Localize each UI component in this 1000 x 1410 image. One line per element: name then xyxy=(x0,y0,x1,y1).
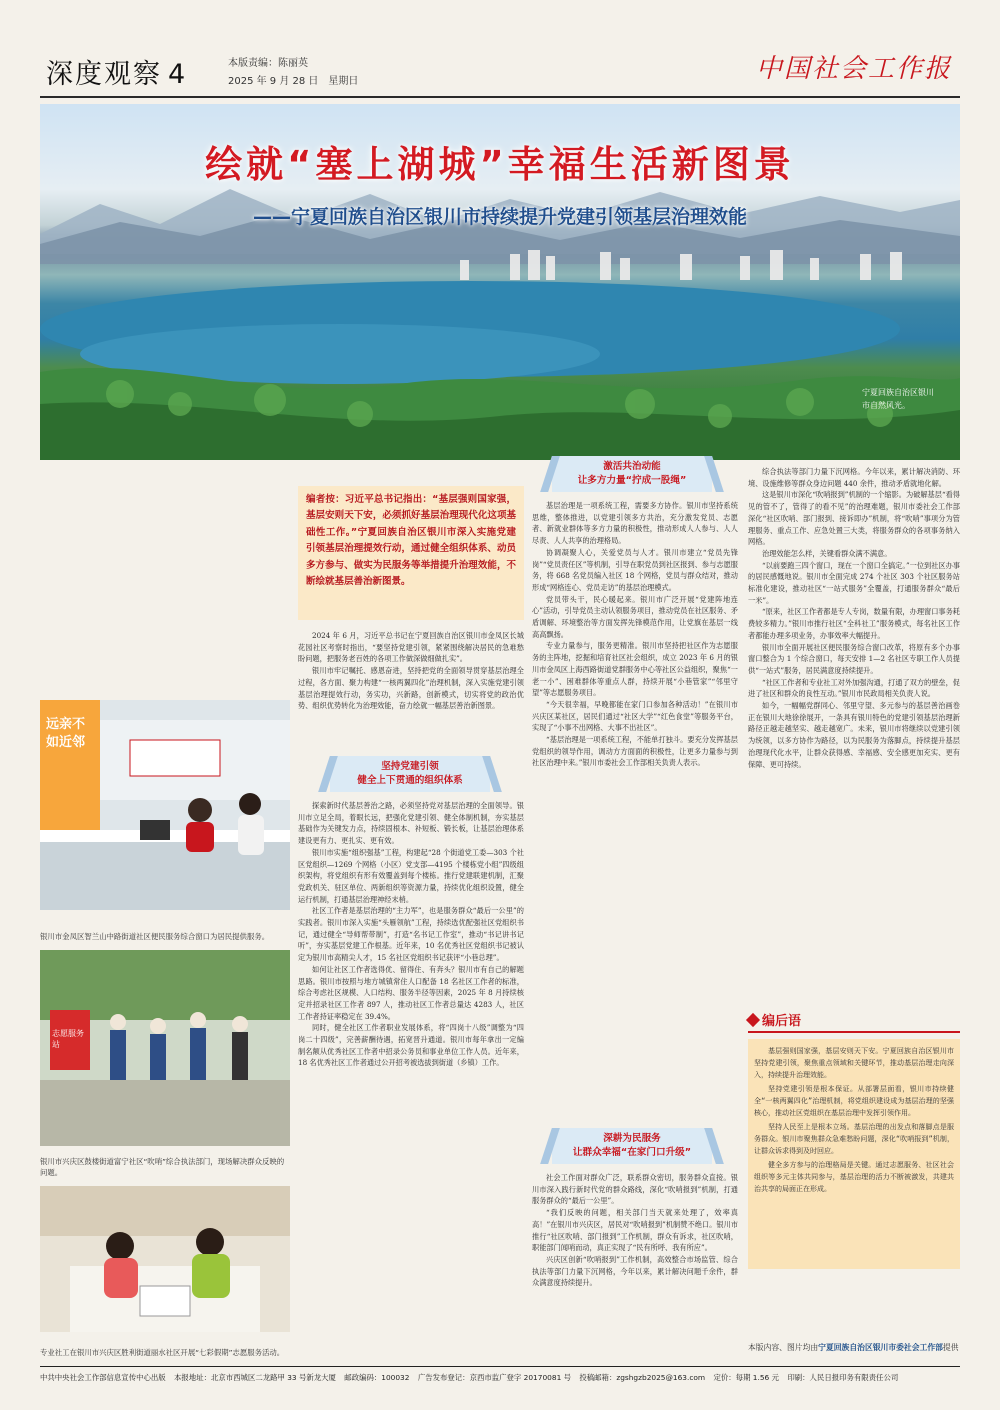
footer-printer: 印刷：人民日报印务有限责任公司 xyxy=(787,1373,899,1382)
column-co-governance xyxy=(532,500,738,950)
lead-box xyxy=(298,486,524,620)
footer-email: 投稿邮箱：zgshgzb2025@163.com xyxy=(579,1373,706,1382)
banner-line: 让群众幸福“在家门口升级” xyxy=(572,1147,692,1158)
diamond-icon xyxy=(746,1013,760,1027)
photo-service-window xyxy=(40,700,290,942)
lead-text: 编者按：习近平总书记指出：“基层强则国家强，基层安则天下安，必须抓好基层治理现代化这项基础性工作。”宁夏回族自治区银川市深入实施党建引领基层治理提效行动，通过健全组织体系、动员多方参与、做实为民服务等举措提升治理效能，不断绘就基层善治新图景。 xyxy=(306,494,516,588)
credit-org: 宁夏回族自治区银川市委社会工作部 xyxy=(818,1343,943,1352)
hero-caption: 宁夏回族自治区银川市自然风光。 xyxy=(862,388,934,410)
footer-postcode: 邮政编码：100032 xyxy=(344,1373,410,1382)
photo-credit xyxy=(748,1342,960,1354)
paragraph: 基层强则国家强，基层安则天下安。宁夏回族自治区银川市坚持党建引领，聚焦重点领域和关键环节，推动基层治理走向深入，持续提升治理效能。 xyxy=(754,1047,954,1079)
afterword xyxy=(748,1010,960,1210)
paragraph: “原来，社区工作者都是专人专岗，数量有限，办理窗口事务耗费较多精力。”银川市推行社区“全科社工”服务模式，每名社区工作者都能办理多项业务，办事效率大幅提升。 xyxy=(748,607,960,640)
paragraph: “我们反映的问题，相关部门当天就来处理了，效率真高！”在银川市兴庆区，居民对“吹哨报到”机制赞不绝口。银川市推行“社区吹哨、部门报到”工作机制，群众有诉求，社区吹哨，职能部门闻哨而动，真正实现了“民有所呼、我有所应”。 xyxy=(532,1208,738,1253)
photo-social-workers xyxy=(40,1186,290,1358)
photo-whistle-response xyxy=(40,950,290,1178)
paragraph: 探索新时代基层善治之路，必须坚持党对基层治理的全面领导。银川市立足全局，着眼长远，把强化党建引领、健全体制机制，夯实基层基础作为关键发力点，持续固根本、补短板、锻长板，让基层治理体系建设更有力、更扎实、更有效。 xyxy=(298,801,524,846)
column-organization xyxy=(298,800,524,1300)
footer-price: 定价：每期 1.56 元 xyxy=(713,1373,779,1382)
paragraph: 2024 年 6 月，习近平总书记在宁夏回族自治区银川市金凤区长城花园社区考察时指出，“要坚持党建引领，紧紧围绕解决居民的急难愁盼问题，把服务老百姓的各项工作做深做细做扎实”。 xyxy=(298,631,524,664)
credit-suffix: 提供 xyxy=(942,1343,959,1352)
section-banner-1 xyxy=(330,756,490,792)
paragraph: 综合执法等部门力量下沉网格。今年以来，累计解决消防、环境、设施维修等群众身边问题 440 余件，推动矛盾就地化解。 xyxy=(748,467,960,488)
banner-line: 坚持党建引领 xyxy=(381,761,439,772)
column-conclusion xyxy=(748,466,960,1000)
issue-date: 2025 年 9 月 28 日 星期日 xyxy=(228,76,359,87)
main-headline: 绘就“塞上湖城”幸福生活新图景 xyxy=(205,143,795,186)
paragraph: 如今，一幅幅党群同心、邻里守望、多元参与的基层善治画卷正在银川大地徐徐展开，一条具有银川特色的党建引领基层治理新路径正越走越坚实、越走越宽广。未来，银川市将继续以党建引领为统领，以多方协作为路径，以为民服务为落脚点，持续提升基层治理现代化水平，让群众获得感、幸福感、安全感更加充实、更有保障、更可持续。 xyxy=(748,701,960,769)
section-name: 深度观察 xyxy=(46,59,162,90)
paragraph: “基层治理是一项系统工程，不能单打独斗。要充分发挥基层党组织的领导作用，调动方方面面的积极性，让更多力量参与到社区治理中来。”银川市委社会工作部相关负责人表示。 xyxy=(532,735,738,768)
paragraph: 专业力量参与，服务更精准。银川市坚持把社区作为志愿服务的主阵地，挖掘和培育社区社会组织，成立 2023 年 6 月的银川市金凤区上海西路街道党群服务中心等社区公益组织，聚焦“一老一小”、困难群体等重点人群，持续开展“小巷管家”“邻里守望”等志愿服务项目。 xyxy=(532,641,738,698)
photo-caption: 专业社工在银川市兴庆区胜利街道丽水社区开展“七彩假期”志愿服务活动。 xyxy=(40,1344,290,1358)
column-public-service xyxy=(532,1172,738,1358)
footer-license: 广告发布登记：京西市监广登字 20170081 号 xyxy=(417,1373,572,1382)
paragraph: 健全多方参与的治理格局是关键。通过志愿服务、社区社会组织等多元主体共同参与，基层治理的活力不断被激发，共建共治共享的局面正在形成。 xyxy=(754,1161,954,1193)
section-title xyxy=(46,52,187,91)
credit-text: 本版内容、图片均由 xyxy=(748,1343,819,1352)
afterword-title: 编后语 xyxy=(762,1014,802,1029)
photo-sign: 远亲不如近邻 xyxy=(46,717,86,750)
paragraph: 社会工作面对群众广泛，联系群众密切，服务群众直接。银川市深入践行新时代党的群众路线，深化“吹哨报到”机制，打通服务群众的“最后一公里”。 xyxy=(532,1173,738,1206)
sub-headline: ——宁夏回族自治区银川市持续提升党建引领基层治理效能 xyxy=(252,206,747,228)
masthead xyxy=(40,40,960,98)
paragraph: “今天很幸福，早晚都能在家门口参加各种活动！”在银川市兴庆区某社区，居民们通过“社区大学”“红色食堂”等服务平台，实现了“小事不出网格、大事不出社区”。 xyxy=(532,699,738,733)
paragraph: 社区工作者是基层治理的“主力军”，也是服务群众“最后一公里”的实践者。银川市深入实施“头雁领航”工程，持续选优配强社区党组织书记，通过健全“导师帮带制”，打造“名书记工作室”，推动“书记讲书记听”，夯实基层党建工作根基。近年来，10 名优秀社区党组织书记被认定为银川市高精尖人才，15 名社区党组织书记获评“小巷总理”。 xyxy=(298,906,524,963)
paragraph: 银川市牢记嘱托、感恩奋进，坚持把党的全面领导贯穿基层治理全过程，各方面、聚力构建“一核两翼四化”治理机制，深入实施党建引领基层治理提效行动，务实功，兴新路，创新模式，切实将党的政治优势、组织优势转化为治理效能，奋力绘就一幅基层善治新图景。 xyxy=(298,666,524,711)
section-banner-2 xyxy=(552,456,712,492)
paragraph: 同时，健全社区工作者职业发展体系，将“四岗十八级”调整为“四岗二十四级”，完善薪酬待遇，拓宽晋升通道。银川市每年拿出一定编制名额从优秀社区工作者中招录公务员和事业单位工作人员。近年来，18 名优秀社区工作者通过公开招考被选拔到街道（乡镇）工作。 xyxy=(298,1023,524,1068)
editor-line: 本版责编：陈丽英 xyxy=(228,58,308,69)
page-footer xyxy=(40,1366,960,1383)
banner-line: 激活共治动能 xyxy=(603,461,661,472)
column-intro xyxy=(298,630,524,750)
paragraph: “社区工作者和专业社工对外加强沟通，打通了双方的壁垒，促进了社区和群众的良性互动。”银川市民政局相关负责人说。 xyxy=(748,677,960,699)
paragraph: 党员带头干，民心暖起来。银川市广泛开展“党建阵地连心”活动，引导党员主动认领服务项目，推动党员在社区服务、矛盾调解、环境整治等方面发挥先锋模范作用，让党旗在基层一线高高飘扬。 xyxy=(532,594,738,639)
page-number: 4 xyxy=(168,59,188,90)
banner-line: 让多方力量“拧成一股绳” xyxy=(577,475,687,486)
footer-publisher: 中共中央社会工作部信息宣传中心出版 xyxy=(40,1373,166,1382)
children-activity-illustration xyxy=(40,1186,290,1332)
section-banner-3 xyxy=(552,1128,712,1164)
paragraph: 银川市实施“组织强基”工程，构建起“28 个街道党工委—303 个社区党组织—1269 个网格（小区）党支部—4195 个楼栋党小组”四级组织架构，将党组织有形有效覆盖到每个楼栋。推行党建联建机制，汇聚党政机关、驻区单位、两新组织等资源力量，持续优化组织设置，健全运行机制，打通基层治理神经末梢。 xyxy=(298,847,524,904)
photo-caption: 银川市金凤区智兰山中路街道社区便民服务综合窗口为居民提供服务。 xyxy=(40,928,290,942)
paragraph: 如何让社区工作者选得优、留得住、有奔头？银川市有自己的解题思路。银川市按照与地方城镇常住人口配备 18 名社区工作者的标准，综合考虑社区规模、人口结构、服务半径等因素，2025 年 8 月持续核定并招录社区工作者 897 人，推动社区工作者总量达 4283 人，社区工作者持证率稳定在 39.4%。 xyxy=(298,964,524,1021)
afterword-body xyxy=(748,1039,960,1269)
paragraph: 银川市全面开展社区便民服务综合窗口改革，将原有多个办事窗口整合为 1 个综合窗口，每天安排 1—2 名社区专职工作人员提供“一站式”服务，居民满意度持续提升。 xyxy=(748,642,960,675)
paragraph: 治理效能怎么样，关键看群众满不满意。 xyxy=(762,548,892,558)
paragraph: 兴庆区创新“吹哨报到”工作机制，高效整合市场监管、综合执法等部门力量下沉网格，今年以来，累计解决问题千余件，群众满意度持续提升。 xyxy=(532,1254,738,1288)
paragraph: 协调凝聚人心，关爱党员与人才。银川市建立“党员先锋岗”“党员责任区”等机制，引导在职党员到社区报到、参与志愿服务，将 668 名党员编入社区 18 个网格，党员与群众结对，推动形成“网格连心、党员走访”的基层治理模式。 xyxy=(532,547,738,592)
photo-sign: 志愿服务站 xyxy=(52,1029,84,1049)
banner-line: 深耕为民服务 xyxy=(603,1133,661,1144)
hero-image xyxy=(40,104,960,460)
paragraph: 坚持党建引领是根本保证。从部署层面看，银川市持续健全“一核两翼四化”治理机制，将党组织建设成为基层治理的坚强核心，推动社区党组织在基层治理中发挥引领作用。 xyxy=(754,1085,954,1117)
paragraph: “以前要跑三四个窗口，现在一个窗口全搞定。”一位到社区办事的居民感慨地说。银川市全面完成 274 个社区 303 个社区服务站标准化建设，推动社区“一站式服务”全覆盖，打通服务群众“最后一米”。 xyxy=(748,560,960,605)
paper-logo: 中国社会工作报 xyxy=(755,54,952,84)
paragraph: 坚持人民至上是根本立场。基层治理的出发点和落脚点是服务群众。银川市聚焦群众急难愁盼问题，深化“吹哨报到”机制，让群众诉求得到及时回应。 xyxy=(754,1123,954,1155)
paragraph: 这是银川市深化“吹哨报到”机制的一个缩影。为破解基层“看得见的管不了，管得了的看不见”的治理难题，银川市委社会工作部深化“社区吹哨、部门报到、接诉即办”机制，将“吹哨”事项分为管理服务、重点工作、应急处置三大类，将服务群众的各项事务纳入网格。 xyxy=(748,490,960,547)
banner-line: 健全上下贯通的组织体系 xyxy=(357,775,463,786)
afterword-heading xyxy=(748,1010,960,1033)
paragraph: 基层治理是一项系统工程，需要多方协作。银川市坚持系统思维，整体推进，以党建引领多方共治，充分激发党员、志愿者、新就业群体等多方力量的积极性，推动形成人人参与、人人尽责、人人共享的治理格局。 xyxy=(532,501,738,546)
photo-caption: 银川市兴庆区鼓楼街道富宁社区“吹哨”综合执法部门，现场解决群众反映的问题。 xyxy=(40,1153,290,1178)
footer-address: 本报地址：北京市西城区二龙路甲 33 号新龙大厦 xyxy=(174,1373,336,1382)
